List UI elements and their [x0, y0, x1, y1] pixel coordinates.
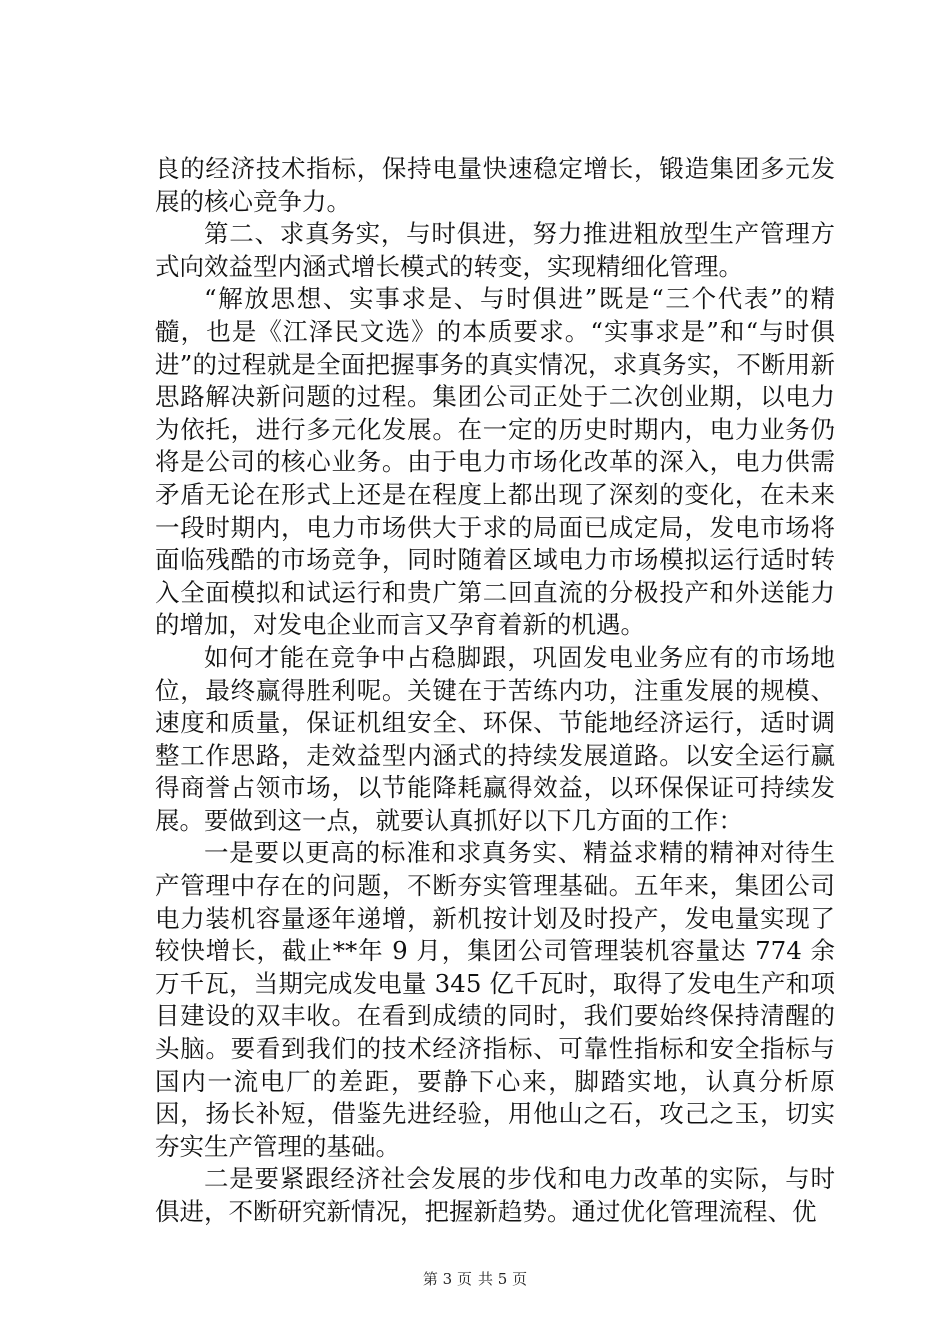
- document-body: [155, 153, 835, 1229]
- page-number: 第 3 页: [422, 1270, 472, 1288]
- paragraph-body: 如何才能在竞争中占稳脚跟，巩固发电业务应有的市场地位，最终赢得胜利呢。关键在于苦练内功，注重发展的规模、速度和质量，保证机组安全、环保、节能地经济运行，适时调整工作思路，走效益型内涵式的持续发展道路。以安全运行赢得商誉占领市场，以节能降耗赢得效益，以环保保证可持续发展。要做到这一点，就要认真抓好以下几方面的工作：: [155, 642, 835, 835]
- paragraph-continuation: 良的经济技术指标，保持电量快速稳定增长，锻造集团多元发展的核心竞争力。: [155, 154, 835, 216]
- page-footer: [0, 1269, 950, 1289]
- paragraph-body: “解放思想、实事求是、与时俱进”既是“三个代表”的精髓，也是《江泽民文选》的本质要求。“实事求是”和“与时俱进”的过程就是全面把握事务的真实情况，求真务实，不断用新思路解决新问题的过程。集团公司正处于二次创业期，以电力为依托，进行多元化发展。在一定的历史时期内，电力业务仍将是公司的核心业务。由于电力市场化改革的深入，电力供需矛盾无论在形式上还是在程度上都出现了深刻的变化，在未来一段时期内，电力市场供大于求的局面已成定局，发电市场将面临残酷的市场竞争，同时随着区域电力市场模拟运行适时转入全面模拟和试运行和贵广第二回直流的分极投产和外送能力的增加，对发电企业而言又孕育着新的机遇。: [155, 284, 835, 640]
- paragraph-item-two: 二是要紧跟经济社会发展的步伐和电力改革的实际，与时俱进，不断研究新情况，把握新趋势。通过优化管理流程、优: [155, 1164, 835, 1226]
- page-total: 共 5 页: [478, 1270, 528, 1288]
- paragraph-item-one: 一是要以更高的标准和求真务实、精益求精的精神对待生产管理中存在的问题，不断夯实管理基础。五年来，集团公司电力装机容量逐年递增，新机按计划及时投产，发电量实现了较快增长，截止**年 9 月，集团公司管理装机容量达 774 余万千瓦，当期完成发电量 345 亿千瓦时，取得了发电生产和项目建设的双丰收。在看到成绩的同时，我们要始终保持清醒的头脑。要看到我们的技术经济指标、可靠性指标和安全指标与国内一流电厂的差距，要静下心来，脚踏实地，认真分析原因，扬长补短，借鉴先进经验，用他山之石，攻己之玉，切实夯实生产管理的基础。: [155, 838, 835, 1161]
- paragraph-section-heading: 第二、求真务实，与时俱进，努力推进粗放型生产管理方式向效益型内涵式增长模式的转变，实现精细化管理。: [155, 219, 835, 281]
